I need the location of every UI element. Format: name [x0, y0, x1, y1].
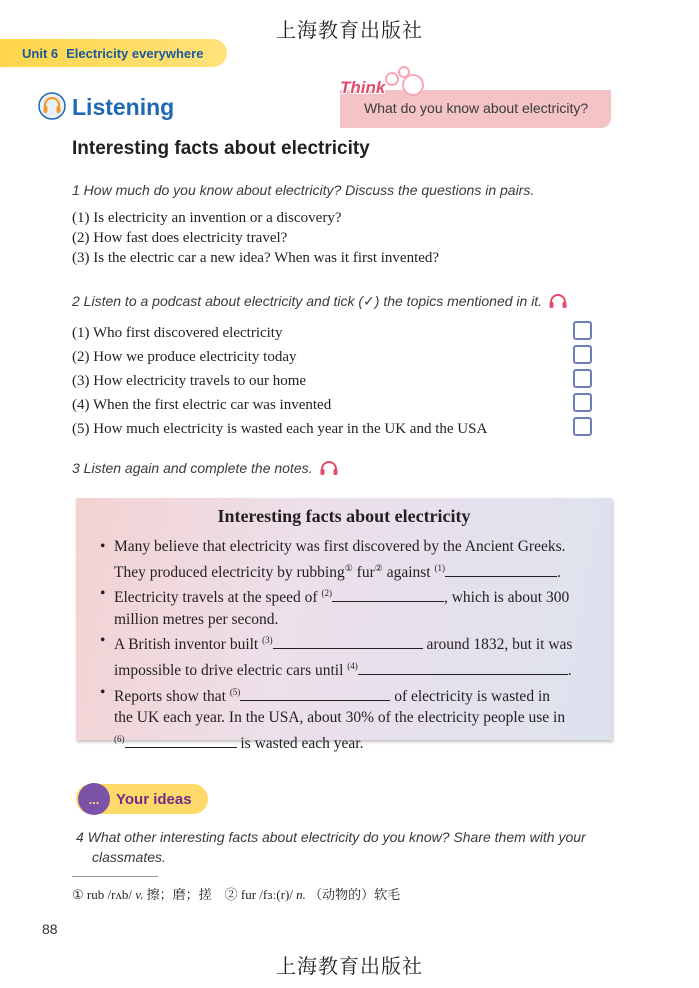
note-text: the UK each year. In the USA, about 30% of the electricity people use in [114, 709, 566, 727]
note-bullet: • Many believe that electricity was first discovered by the Ancient Greeks. They produced electricity by rubbing① fur② against $^{(1)}$ . [100, 536, 600, 583]
footnote-word: rub /rʌb/ [86, 887, 133, 902]
note-text: Many believe that electricity was first discovered by the Ancient Greeks. [114, 538, 566, 555]
tick-checkbox[interactable] [573, 417, 592, 436]
blank-number: (5) [229, 686, 241, 697]
blank-number: (4) [347, 660, 358, 671]
think-bubble-icon [385, 72, 399, 86]
unit-number: Unit 6 [22, 45, 59, 61]
exercise-2-topics [72, 321, 487, 441]
note-text: impossible to drive electric cars until [114, 662, 348, 680]
blank-number: (2) [321, 588, 332, 599]
your-ideas-banner [76, 784, 208, 814]
exercise-2-instruction: 2 Listen to a podcast about electricity and tick (✓) the topics mentioned in it. [72, 293, 543, 309]
publisher-footer: 上海教育出版社 [276, 954, 423, 978]
note-bullet [100, 682, 600, 755]
unit-title: Electricity everywhere [66, 45, 204, 61]
blank-number: (6) [114, 733, 125, 744]
note-text: against [382, 563, 435, 581]
exercise-1-questions [72, 208, 439, 268]
note-text: fur [352, 563, 375, 581]
instruction-line: classmates. [92, 849, 166, 865]
note-text: around 1832, but it was [422, 636, 573, 654]
exercise-4-instruction [76, 827, 586, 867]
question-item: (2) How fast does electricity travel? [72, 230, 288, 246]
tick-checkbox[interactable] [573, 393, 592, 412]
think-label: Think [340, 78, 386, 97]
blank-6[interactable] [125, 733, 237, 748]
headphones-icon [38, 92, 66, 120]
blank-3[interactable] [273, 634, 423, 649]
publisher-header: 上海教育出版社 [276, 18, 423, 42]
footnote-marker: ① [344, 562, 353, 573]
note-text: of electricity is wasted in [390, 687, 550, 705]
note-bullet: • A British inventor built $^{(3)}$ around 1832, but it was impossible to drive electric cars until $^{(4)}$ . [100, 630, 600, 681]
tick-checkbox[interactable] [573, 345, 592, 364]
question-item: (1) Is electricity an invention or a discovery? [72, 210, 342, 226]
section-title: Listening [72, 94, 175, 120]
topic-item: (5) How much electricity is wasted each year in the UK and the USA [72, 421, 488, 437]
note-text: is wasted each year. [236, 734, 364, 752]
footnote-number: ② [224, 887, 238, 902]
topic-item: (1) Who first discovered electricity [72, 325, 283, 341]
footnote-definition: 擦；磨；搓 [146, 887, 212, 902]
note-text: million metres per second. [114, 610, 279, 628]
note-text: Reports show that [114, 687, 230, 705]
audio-headphones-icon[interactable] [548, 292, 568, 310]
note-text: , which is about 300 [443, 589, 570, 607]
note-bullet [100, 583, 600, 630]
exercise-1-instruction: 1 How much do you know about electricity? Discuss the questions in pairs. [72, 182, 535, 198]
tick-checkbox[interactable] [573, 369, 592, 388]
footnote-number: ① [72, 887, 84, 902]
page-heading: Interesting facts about electricity [72, 138, 370, 159]
tick-checkbox[interactable] [573, 321, 592, 340]
footnote-pos: n. [296, 887, 306, 902]
blank-1[interactable] [445, 562, 557, 577]
blank-4[interactable] [358, 660, 568, 675]
footnote-marker: ② [374, 562, 383, 573]
think-bubble-icon [402, 74, 424, 96]
topic-item: (2) How we produce electricity today [72, 349, 297, 365]
think-question: What do you know about electricity? [364, 100, 589, 116]
blank-number: (1) [434, 562, 445, 573]
note-text: A British inventor built [114, 636, 263, 654]
instruction-line: 4 What other interesting facts about electricity do you know? Share them with your [76, 829, 586, 845]
question-item: (3) Is the electric car a new idea? When was it first invented? [72, 250, 440, 266]
topic-item: (3) How electricity travels to our home [72, 373, 307, 389]
footnote-pos: v. [135, 887, 144, 902]
footnote [72, 884, 400, 903]
notes-body [100, 536, 600, 754]
audio-headphones-icon[interactable] [319, 459, 339, 477]
footnote-definition: （动物的）软毛 [309, 887, 401, 902]
footnote-divider [72, 876, 158, 877]
blank-2[interactable] [332, 587, 444, 602]
blank-number: (3) [262, 635, 273, 646]
exercise-3-instruction: 3 Listen again and complete the notes. [72, 460, 313, 476]
footnote-word: fur /fɜː(r)/ [240, 887, 293, 902]
page-number: 88 [42, 921, 58, 937]
notes-title: Interesting facts about electricity [217, 506, 471, 526]
unit-tab [0, 39, 227, 67]
blank-5[interactable] [240, 686, 390, 701]
topic-item: (4) When the first electric car was invented [72, 397, 332, 413]
note-text: Electricity travels at the speed of [114, 589, 322, 607]
speech-bubble-icon: ... [78, 783, 110, 815]
your-ideas-label: Your ideas [116, 790, 192, 808]
note-text: They produced electricity by rubbing [114, 563, 345, 581]
